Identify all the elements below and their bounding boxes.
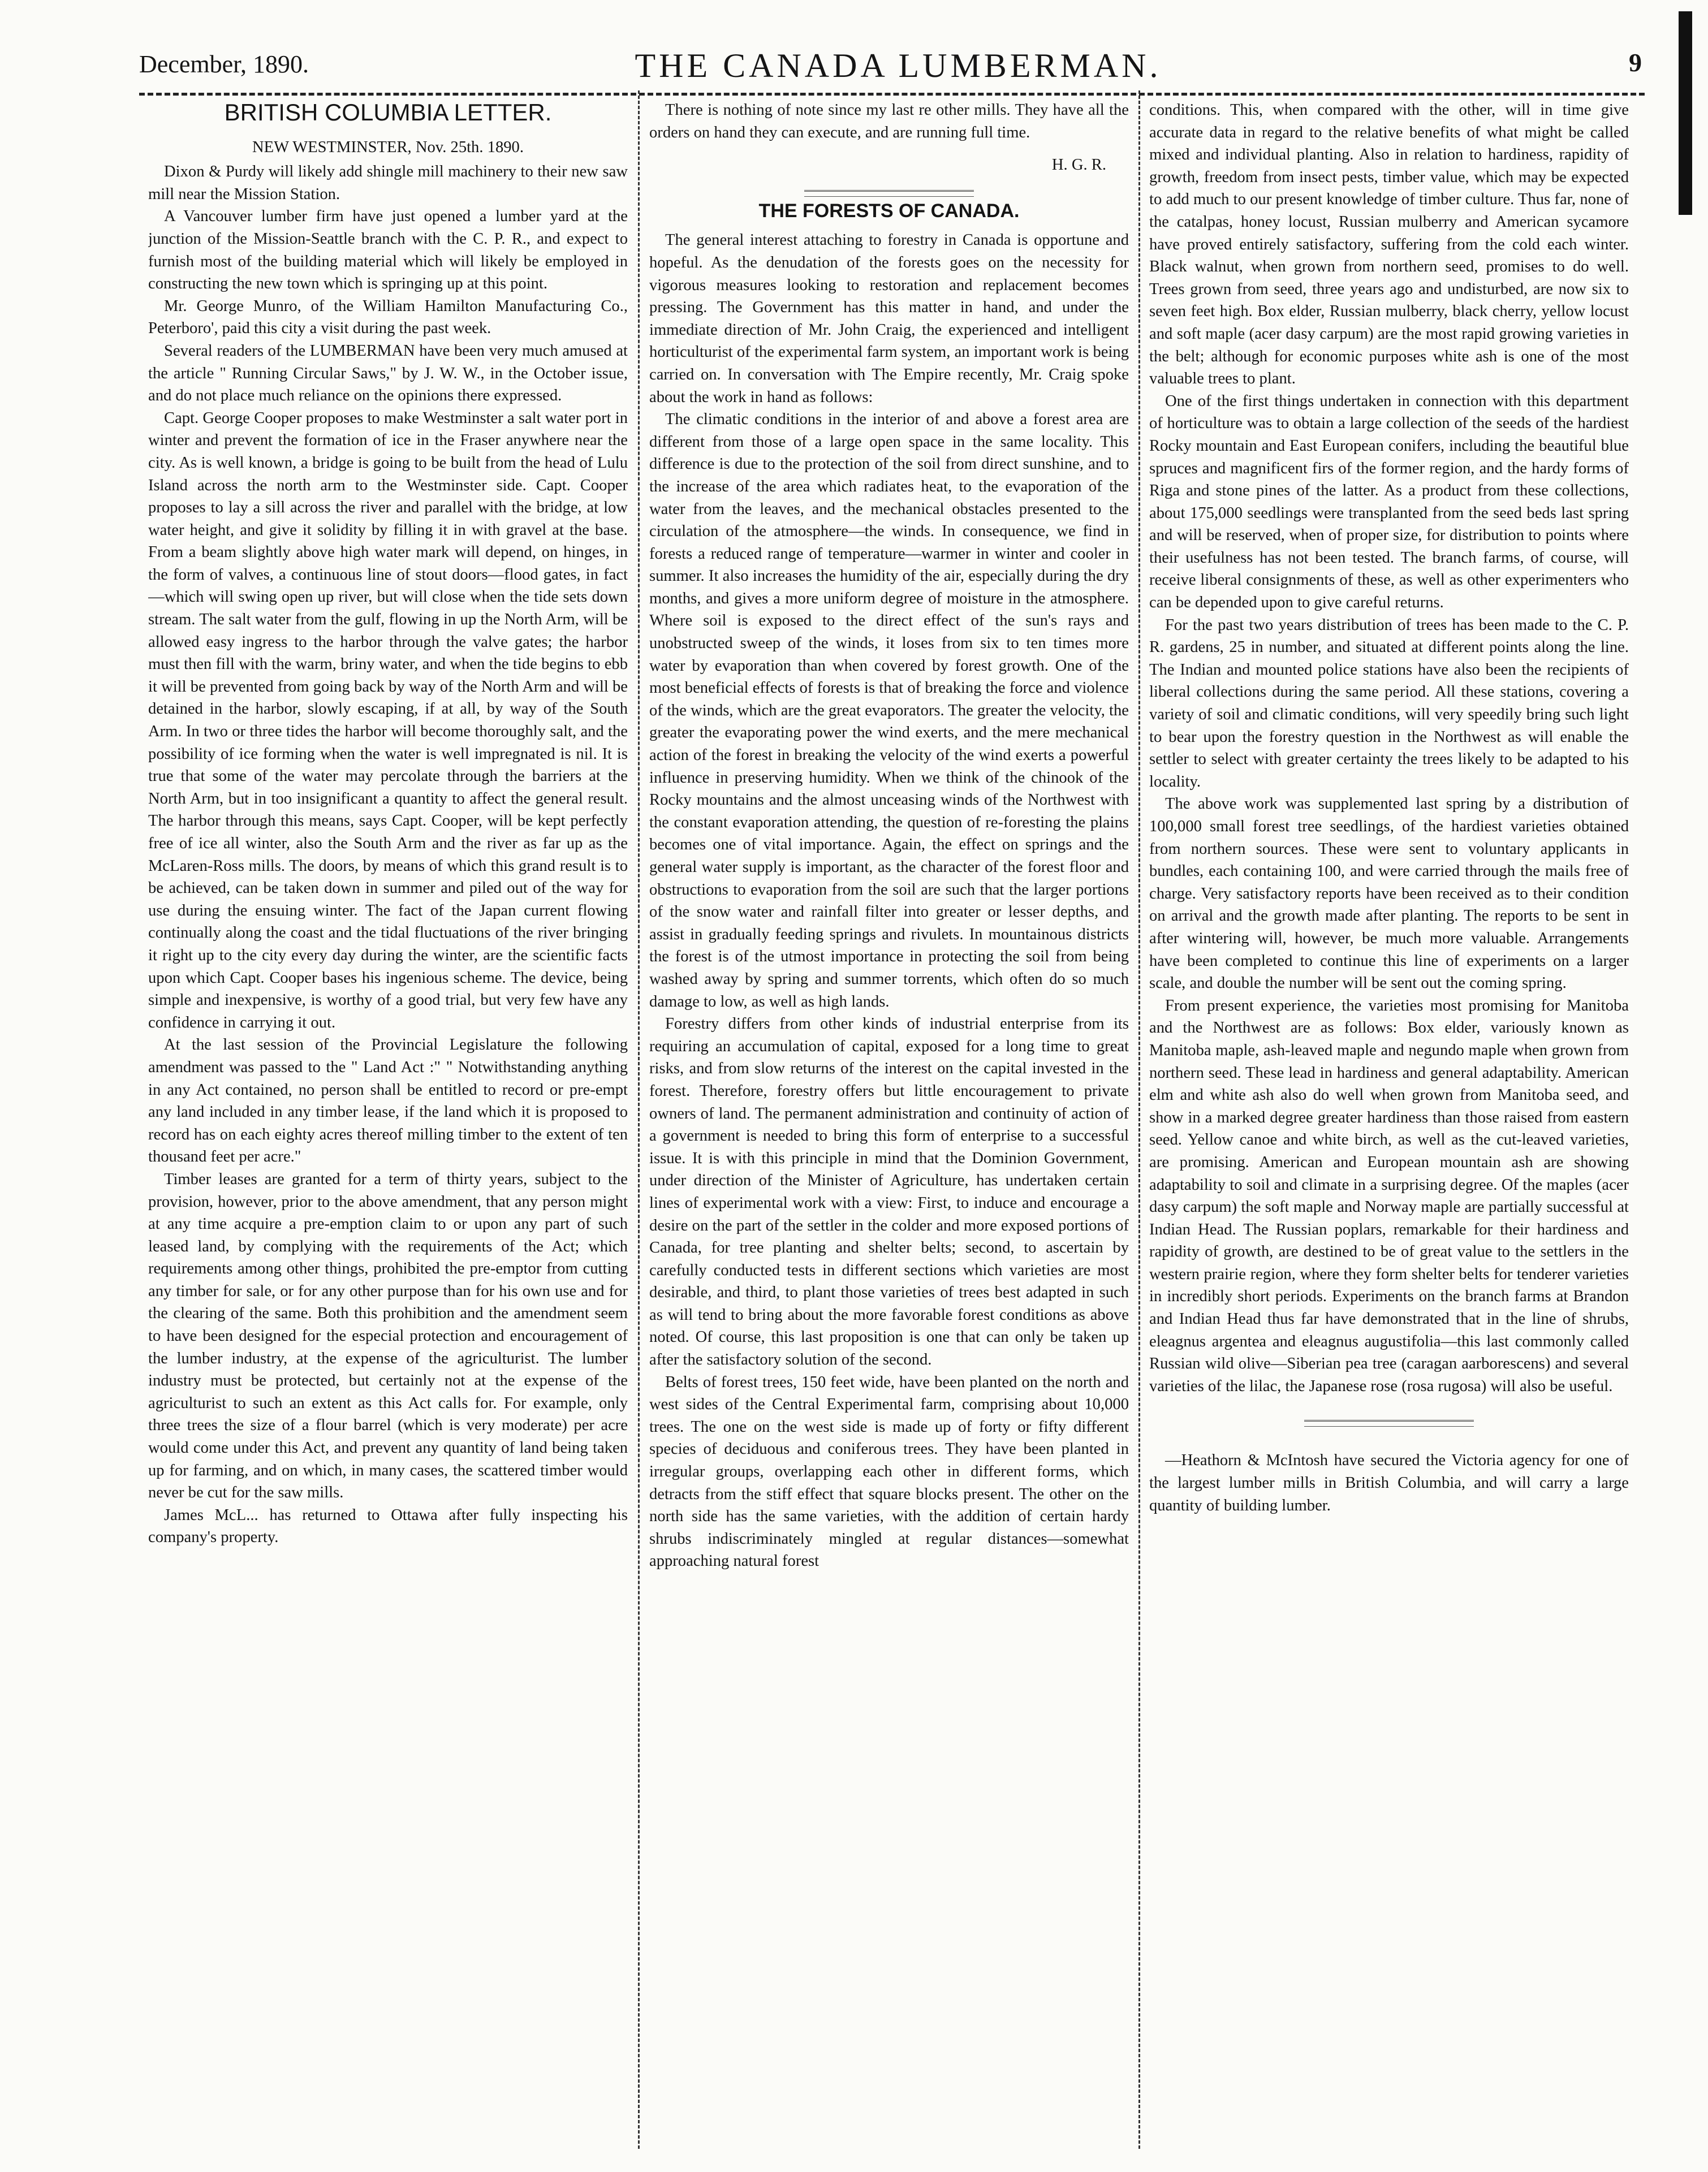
paragraph: The above work was supplemented last spring by a distribution of 100,000 small forest tree seedlings, of the hardiest varieties obtained from northern sources. These were sent to voluntary applicants in bundles, each containing 100, and were carried through the mails free of charge. Very satisfactory reports have been received as to their condition on arrival and the growth made after planting. The reports to be sent in after wintering will, however, be much more valuable. Arrangements have been completed to continue this line of experiments on a larger scale, and double the number will be sent out the coming spring. [1149,795,1629,992]
paragraph: At the last session of the Provincial Legislature the following amendment was passed to the " Land Act :" " Notwithstanding anything in any Act contained, no person shall be entitled to record or pre-empt any land included in any timber lease, if the land which it is proposed to record has on each eighty acres thereof milling timber to the extent of ten thousand feet per acre." [148,1036,628,1166]
paragraph: From present experience, the varieties most promising for Manitoba and the Northwest are as follows: Box elder, variously known as Manitoba maple, ash-leaved maple and negundo maple when grown from northern seed. These lead in hardiness and general adaptability. American elm and white ash also do well when grown from Manitoba seed, and show in a marked degree greater hardiness than those raised from eastern seed. Yellow canoe and white birch, as well as the cut-leaved varieties, are promising. American and European mountain ash are showing adaptability to soil and climate in a surprising degree. Of the maples (acer dasy carpum) the soft maple and Norway maple are partially successful at Indian Head. The Russian poplars, remarkable for their hardiness and rapidity of growth, are destined to be of great value to the settlers in the western prairie region, where they form shelter belts for tenderer varieties in incredibly short periods. Experiments on the branch farms at Brandon and Indian Head thus far have demonstrated that in the line of shrubs, eleagnus argentea and eleagnus augustifolia—this last commonly called Russian wild olive—Siberian pea tree (caragan aarborescens) and several varieties of the lilac, the Japanese rose (rosa rugosa) will also be useful. [1149,996,1629,1395]
section-divider [1304,1420,1474,1427]
paragraph: A Vancouver lumber firm have just opened a lumber yard at the junction of the Mission-Seattle branch with the C. P. R., and expect to furnish most of the building material which will likely be employed in constructing the new town which is springing up at this point. [148,208,628,293]
paragraph: Belts of forest trees, 150 feet wide, have been planted on the north and west sides of the Central Experimental farm, comprising about 10,000 trees. The one on the west side is made up of forty or fifty different species of deciduous and coniferous trees. They have been planted in irregular groups, overlapping each other in different forms, which detracts from the stiff effect that square blocks present. The other on the north side has the same varieties, with the addition of certain hardy shrubs indiscriminately mingled at regular distances—somewhat approaching natural forest [649,1373,1129,1570]
article-title: THE FORESTS OF CANADA. [758,200,1020,222]
column-3 [1149,99,1629,2140]
page-edge-bar [1679,11,1692,215]
paragraph: Forestry differs from other kinds of industrial enterprise from its requiring an accumulation of capital, exposed for a long time to great risks, and from slow returns of the interest on the capital invested in the forest. Therefore, forestry offers but little encouragement to private owners of land. The permanent administration and continuity of action of a government is needed to bring this form of enterprise to a successful issue. It is with this principle in mind that the Dominion Government, under direction of the Minister of Agriculture, has undertaken certain lines of experimental work with a view: First, to induce and encourage a desire on the part of the settler in the colder and more exposed portions of Canada, for tree planting and shelter belts; second, to ascertain by carefully conducted tests in different sections which varieties are most desirable, and third, to plant those varieties of trees best adapted in such as will tend to bring about the more favorable forest conditions as above noted. Of course, this last proposition is one that can only be taken up after the satisfactory solution of the second. [649,1015,1129,1369]
masthead-title: THE CANADA LUMBERMAN. [635,47,1162,84]
issue-date: December, 1890. [139,50,309,78]
paragraph: Capt. George Cooper proposes to make Westminster a salt water port in winter and prevent the formation of ice in the Fraser anywhere near the city. As is well known, a bridge is going to be built from the head of Lulu Island across the north arm to the Westminster side. Capt. Cooper proposes to lay a sill across the river and parallel with the bridge, at low water height, and give it solidity by filling it in with gravel at the base. From a beam slightly above high water mark will depend, on hinges, in the form of valves, a continuous line of stout doors—flood gates, in fact—which will swing open up river, but will close when the tide sets down stream. The salt water from the gulf, flowing in up the North Arm, will be allowed easy ingress to the harbor through the valve gates; the harbor must then fill with the warm, briny water, and when the tide begins to ebb it will be prevented from going back by way of the North Arm and will be detained in the harbor, slowly escaping, if at all, by way of the South Arm. In two or three tides the harbor will become thoroughly salt, and the possibility of ice forming when the water is well impregnated is nil. It is true that some of the water may percolate through the barriers at the North Arm, but in too insignificant a quantity to affect the general result. The harbor through this means, says Capt. Cooper, will be kept perfectly free of ice all winter, also the South Arm and the river as far up as the McLaren-Ross mills. The doors, by means of which this grand result is to be achieved, can be taken down in summer and piled out of the way for use during the ensuing winter. The fact of the Japan current flowing continually along the coast and the tidal fluctuations of the river bringing it right up to the city every day during the winter, are the scientific facts upon which Capt. Cooper bases his ingenious scheme. The device, being simple and inexpensive, is worthy of a good trial, but very few have any confidence in carrying it out. [148,409,628,1031]
article-title: BRITISH COLUMBIA LETTER. [224,99,552,126]
paragraph: The climatic conditions in the interior of and above a forest area are different from those of a large open space in the same locality. This difference is due to the protection of the soil from direct sunshine, and to the increase of the area which radiates heat, to the evaporation of the water from the leaves, and the mechanical obstacles presented to the circulation of the atmosphere—the winds. In consequence, we find in forests a reduced range of temperature—warmer in winter and cooler in summer. It also increases the humidity of the air, especially during the dry months, and gives a more uniform degree of moisture in the atmosphere. Where soil is exposed to the direct effect of the sun's rays and unobstructed sweep of the winds, it loses from six to ten times more water by evaporation than when covered by forest growth. One of the most beneficial effects of forests is that of breaking the force and violence of the winds, which are the great evaporators. The greater the velocity, the greater the evaporating power the wind exerts, and the mere mechanical action of the forest in breaking the velocity of the wind exerts a powerful influence in preserving humidity. When we think of the chinook of the Rocky mountains and the almost unceasing winds of the Northwest with the constant evaporation attending, the question of re-foresting the plains becomes one of vital importance. Again, the effect on springs and the general water supply is important, as the character of the forest floor and obstructions to evaporation from the soil are such that the larger portions of the snow water and rainfall filter into greater or lesser depths, and assist in gradually feeding springs and rivulets. In mountainous districts the forest is of the utmost importance in protecting the soil from being washed away by spring and summer torrents, which often do so much damage to low, as well as high lands. [649,411,1129,1011]
paragraph: The general interest attaching to forestry in Canada is opportune and hopeful. As the denudation of the forests goes on the necessity for vigorous measures looking to restoration and replacement becomes pressing. The Government has this matter in hand, and under the immediate direction of Mr. John Craig, the experienced and intelligent horticulturist of the experimental farm system, an important work is being carried on. In conversation with The Empire recently, Mr. Craig spoke about the work in hand as follows: [649,231,1129,406]
column-divider [638,90,640,2149]
paragraph: conditions. This, when compared with the other, will in time give accurate data in regard to the relative benefits of what might be called mixed and individual planting. Also in relation to hardiness, rapidity of growth, freedom from insect pests, timber value, which may be expected to add much to our present knowledge of timber culture. Thus far, none of the catalpas, honey locust, Russian mulberry and American sycamore have proved entirely satisfactory, suffering from the cold each winter. Black walnut, when grown from northern seed, promises to do well. Trees grown from seed, three years ago and undisturbed, are now six to seven feet high. Box elder, Russian mulberry, black cherry, yellow locust and soft maple (acer dasy carpum) are the most rapid growing varieties in the belt; although for economic purposes white ash is one of the most valuable trees to plant. [1149,101,1629,388]
signature: H. G. R. [1051,156,1106,174]
column-divider [1138,90,1140,2149]
paragraph: Mr. George Munro, of the William Hamilton Manufacturing Co., Peterboro', paid this city a visit during the past week. [148,297,628,338]
news-note: —Heathorn & McIntosh have secured the Victoria agency for one of the largest lumber mills in British Columbia, and will carry a large quantity of building lumber. [1149,1452,1629,1514]
page-header [135,34,1662,96]
paragraph: James McL... has returned to Ottawa after fully inspecting his company's property. [148,1506,628,1547]
dateline: NEW WESTMINSTER, Nov. 25th. 1890. [252,138,524,156]
paragraph: One of the first things undertaken in connection with this department of horticulture was to obtain a large collection of the seeds of the hardiest Rocky mountain and East European conifers, including the beautiful blue spruces and magnificent firs of the former region, and the hardy forms of Riga and stone pines of the latter. As a product from these collections, about 175,000 seedlings were transplanted from the seed beds last spring and will be reserved, when of proper size, for distribution to points where their usefulness has not been tested. The branch farms, of course, will receive liberal consignments of these, as well as other experimenters who can be depended upon to give careful returns. [1149,392,1629,612]
paragraph: There is nothing of note since my last re other mills. They have all the orders on hand they can execute, and are running full time. [649,101,1129,141]
paragraph: Dixon & Purdy will likely add shingle mill machinery to their new saw mill near the Mission Station. [148,163,628,203]
section-divider [804,190,974,197]
paragraph: For the past two years distribution of trees has been made to the C. P. R. gardens, 25 in number, and situated at different points along the line. The Indian and mounted police stations have also been the recipients of liberal collections during the same period. All these stations, covering a variety of soil and climatic conditions, will very speedily bring such light to bear upon the forestry question in the Northwest as will enable the settler to select with greater certainty the trees likely to be adapted to his locality. [1149,616,1629,791]
column-2 [649,99,1129,2140]
column-1 [148,99,628,2140]
paragraph: Timber leases are granted for a term of thirty years, subject to the provision, however, prior to the above amendment, that any person might at any time acquire a pre-emption claim to or upon any part of such leased land, by complying with the requirements of the Act; which requirements among other things, prohibited the pre-emptor from cutting any timber for sale, or for any other purpose than for his own use and for the clearing of the same. Both this prohibition and the amendment seem to have been designed for the especial protection and encouragement of the lumber industry, at the expense of the agriculturist. The lumber industry must be protected, but certainly not at the expense of the agriculturist to such an extent as this Act calls for. For example, only three trees the size of a flour barrel (which is very moderate) per acre would come under this Act, and prevent any quantity of land being taken up for farming, and on which, in many cases, the scattered timber would never be cut for the saw mills. [148,1170,628,1502]
page-number: 9 [1629,48,1642,77]
paragraph: Several readers of the LUMBERMAN have been very much amused at the article " Running Circular Saws," by J. W. W., in the October issue, and do not place much reliance on the opinions there expressed. [148,342,628,405]
header-rule [139,93,1645,96]
